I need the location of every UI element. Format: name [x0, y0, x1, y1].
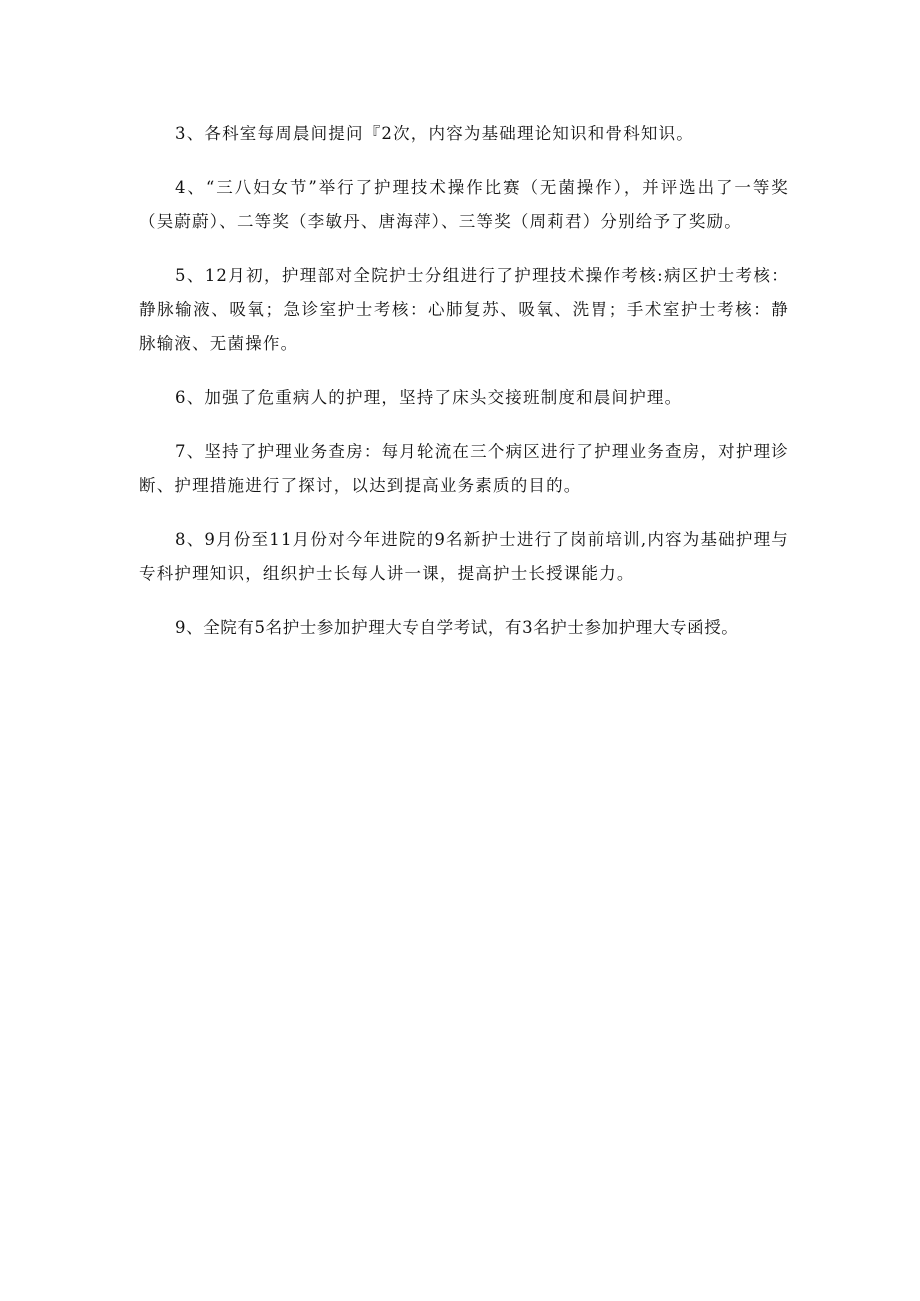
document-body: [139, 117, 789, 665]
paragraph-item-3: 3、各科室每周晨间提问『2次，内容为基础理论知识和骨科知识。: [175, 124, 694, 143]
paragraph-item-5: 5、12月初，护理部对全院护士分组进行了护理技术操作考核:病区护士考核：静脉输液、吸氧；急诊室护士考核：心肺复苏、吸氧、洗胃；手术室护士考核：静脉输液、无菌操作。: [139, 266, 789, 353]
paragraph-item-9: 9、全院有5名护士参加护理大专自学考试，有3名护士参加护理大专函授。: [175, 618, 739, 637]
paragraph-item-7: 7、坚持了护理业务查房：每月轮流在三个病区进行了护理业务查房，对护理诊断、护理措施进行了探讨，以达到提高业务素质的目的。: [139, 442, 789, 495]
paragraph-item-8: 8、9月份至11月份对今年进院的9名新护士进行了岗前培训,内容为基础护理与专科护理知识，组织护士长每人讲一课，提高护士长授课能力。: [139, 530, 789, 583]
paragraph-item-4: 4、“三八妇女节”举行了护理技术操作比赛（无菌操作），并评选出了一等奖（吴蔚蔚）、二等奖（李敏丹、唐海萍）、三等奖（周莉君）分别给予了奖励。: [139, 178, 789, 231]
paragraph-item-6: 6、加强了危重病人的护理，坚持了床头交接班制度和晨间护理。: [175, 388, 683, 407]
